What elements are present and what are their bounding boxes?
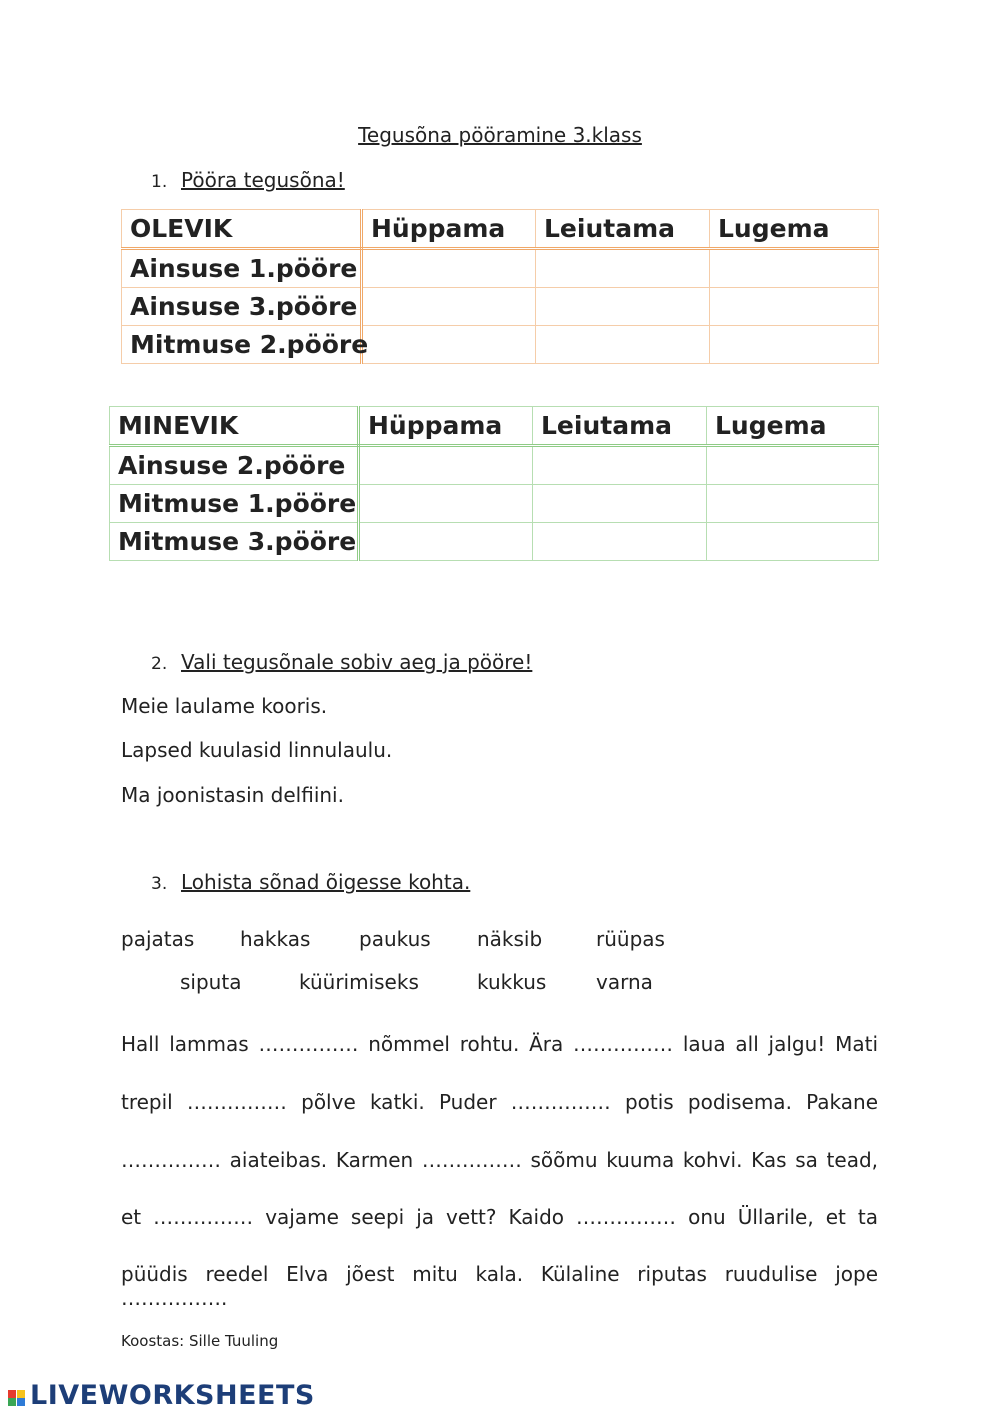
table-header-cell: Leiutama xyxy=(533,407,707,446)
word-bank-item[interactable]: pajatas xyxy=(121,927,195,951)
table-header-row xyxy=(110,407,879,446)
table-header-row xyxy=(122,210,879,249)
task-1-number: 1. xyxy=(151,172,168,192)
task-1-text: Pööra tegusõna! xyxy=(181,168,345,192)
row-label: Ainsuse 3.pööre xyxy=(122,288,362,326)
word-bank-item[interactable]: küürimiseks xyxy=(299,970,419,994)
answer-cell[interactable] xyxy=(707,446,879,485)
liveworksheets-logo xyxy=(8,1380,315,1411)
row-label: Ainsuse 2.pööre xyxy=(110,446,359,485)
sentence[interactable]: Ma joonistasin delfiini. xyxy=(121,783,344,807)
answer-cell[interactable] xyxy=(362,288,536,326)
table-row xyxy=(110,485,879,523)
task-3-heading xyxy=(151,870,470,894)
fill-in-line[interactable]: trepil …………… põlve katki. Puder …………… potis podisema. Pakane xyxy=(121,1090,878,1114)
word-bank-item[interactable]: kukkus xyxy=(477,970,547,994)
row-label: Mitmuse 1.pööre xyxy=(110,485,359,523)
answer-cell[interactable] xyxy=(707,523,879,561)
table-header-cell: Leiutama xyxy=(536,210,710,249)
table-header-cell: Hüppama xyxy=(362,210,536,249)
table-header-cell: Lugema xyxy=(710,210,879,249)
table-header-cell: MINEVIK xyxy=(110,407,359,446)
answer-cell[interactable] xyxy=(533,446,707,485)
answer-cell[interactable] xyxy=(536,249,710,288)
row-label: Mitmuse 2.pööre xyxy=(122,326,362,364)
answer-cell[interactable] xyxy=(359,485,533,523)
word-bank-item[interactable]: paukus xyxy=(359,927,431,951)
table-header-cell: Lugema xyxy=(707,407,879,446)
past-tense-table xyxy=(109,406,879,561)
fill-in-line[interactable]: Hall lammas …………… nõmmel rohtu. Ära …………… laua all jalgu! Mati xyxy=(121,1032,878,1056)
word-bank-item[interactable]: hakkas xyxy=(240,927,311,951)
task-3-text: Lohista sõnad õigesse kohta. xyxy=(181,870,471,894)
answer-cell[interactable] xyxy=(362,249,536,288)
answer-cell[interactable] xyxy=(710,326,879,364)
task-3-number: 3. xyxy=(151,874,168,894)
table-row xyxy=(122,249,879,288)
logo-blocks-icon xyxy=(8,1390,28,1410)
sentence[interactable]: Meie laulame kooris. xyxy=(121,694,328,718)
task-2-number: 2. xyxy=(151,654,168,674)
sentence[interactable]: Lapsed kuulasid linnulaulu. xyxy=(121,738,393,762)
task-2-heading xyxy=(151,650,532,674)
logo-text: LIVEWORKSHEETS xyxy=(30,1380,315,1411)
page-title: Tegusõna pööramine 3.klass xyxy=(358,123,642,147)
word-bank-item[interactable]: näksib xyxy=(477,927,543,951)
answer-cell[interactable] xyxy=(362,326,536,364)
fill-in-line[interactable]: …………… aiateibas. Karmen …………… sõõmu kuuma kohvi. Kas sa tead, xyxy=(121,1148,878,1172)
answer-cell[interactable] xyxy=(359,446,533,485)
fill-in-line[interactable]: püüdis reedel Elva jõest mitu kala. Külaline riputas ruudulise jope ……………. xyxy=(121,1262,878,1310)
table-row xyxy=(110,446,879,485)
answer-cell[interactable] xyxy=(533,485,707,523)
row-label: Ainsuse 1.pööre xyxy=(122,249,362,288)
answer-cell[interactable] xyxy=(710,288,879,326)
answer-cell[interactable] xyxy=(533,523,707,561)
answer-cell[interactable] xyxy=(710,249,879,288)
word-bank-item[interactable]: siputa xyxy=(180,970,242,994)
task-2-text: Vali tegusõnale sobiv aeg ja pööre! xyxy=(181,650,533,674)
table-row xyxy=(122,288,879,326)
table-header-cell: Hüppama xyxy=(359,407,533,446)
answer-cell[interactable] xyxy=(536,288,710,326)
present-tense-table xyxy=(121,209,879,364)
table-row xyxy=(122,326,879,364)
fill-in-line[interactable]: et …………… vajame seepi ja vett? Kaido …………… onu Üllarile, et ta xyxy=(121,1205,878,1229)
word-bank-item[interactable]: varna xyxy=(596,970,653,994)
task-1-heading xyxy=(151,168,345,192)
answer-cell[interactable] xyxy=(707,485,879,523)
table-header-cell: OLEVIK xyxy=(122,210,362,249)
answer-cell[interactable] xyxy=(359,523,533,561)
answer-cell[interactable] xyxy=(536,326,710,364)
word-bank-item[interactable]: rüüpas xyxy=(596,927,665,951)
row-label: Mitmuse 3.pööre xyxy=(110,523,359,561)
table-row xyxy=(110,523,879,561)
author-credit: Koostas: Sille Tuuling xyxy=(121,1332,279,1350)
